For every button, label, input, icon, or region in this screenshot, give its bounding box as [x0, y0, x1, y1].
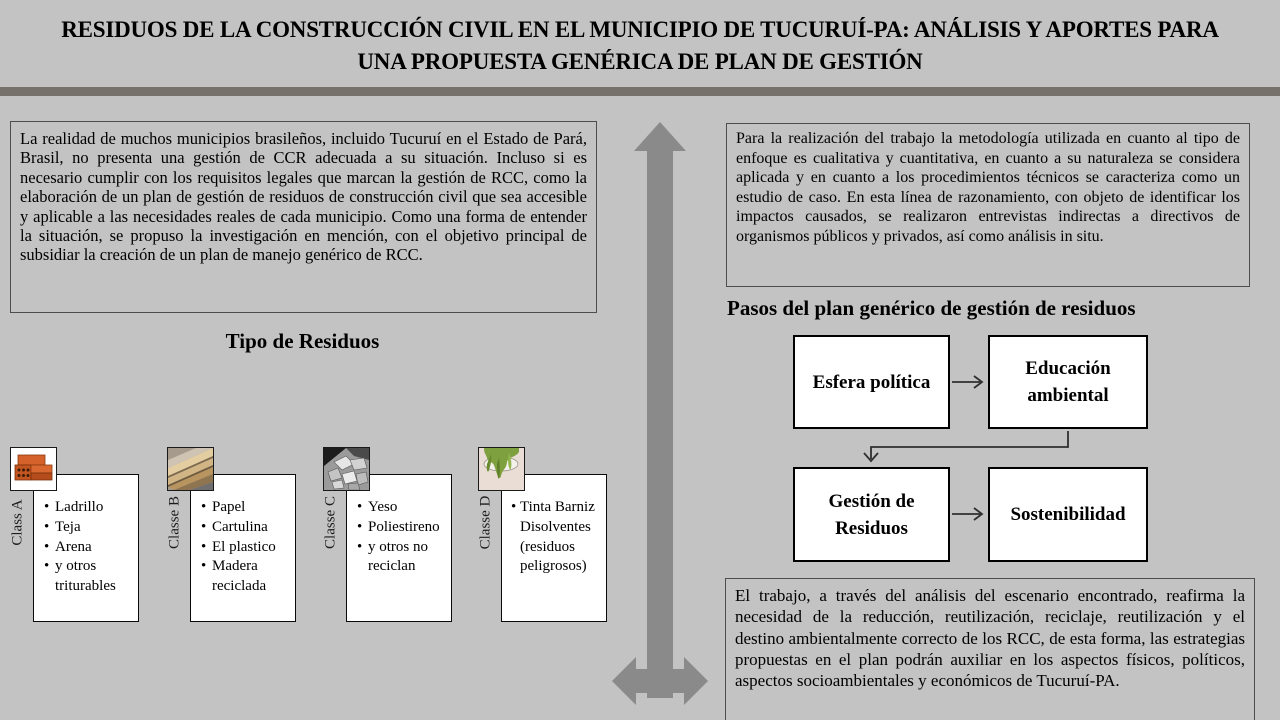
flow-elbow-connector	[871, 431, 1068, 459]
list-item: • Papel	[199, 498, 291, 518]
residues-heading: Tipo de Residuos	[225, 329, 380, 353]
list-item: • Cartulina	[199, 518, 291, 538]
residue-class-b	[167, 447, 302, 627]
rubble-photo-icon	[323, 447, 370, 491]
flow-box-sostenibilidad: Sostenibilidad	[988, 467, 1148, 562]
list-item: • Arena	[42, 538, 134, 558]
list-item: • El plastico	[199, 538, 291, 558]
list-item: • Ladrillo	[42, 498, 134, 518]
title-block	[0, 0, 1280, 78]
list-item: • Tinta Barniz Disolventes (residuos peligrosos)	[510, 498, 602, 577]
conclusion-paragraph: El trabajo, a través del análisis del escenario encontrado, reafirma la necesidad de la reducción, reutilización, reciclaje, reutilización y el destino ambientalmente correcto de los RCC, de esta forma, las estrategias propuestas en el plan podrán auxiliar en los aspectos físicos, políticos, aspectos socioambientales y económicos de Tucuruí-PA.	[725, 578, 1255, 720]
class-b-label: Classe B	[166, 496, 183, 549]
class-c-label: Classe C	[322, 496, 339, 549]
flow-box-educacion-ambiental: Educación ambiental	[988, 335, 1148, 429]
class-b-box	[190, 474, 296, 622]
methodology-paragraph: Para la realización del trabajo la metodología utilizada en cuanto al tipo de enfoque es cualitativa y cuantitativa, en cuanto a su naturaleza se considera aplicada y en cuanto a los procedimientos técnicos se caracteriza como un estudio de caso. En esta línea de razonamiento, con objeto de identificar los impactos causados, se realizaron entrevistas indirectas a directivos de organismos públicos y privados, así como análisis in situ.	[726, 123, 1250, 287]
residue-class-a	[10, 447, 145, 627]
flow-box-gestion-de-residuos: Gestión de Residuos	[793, 467, 950, 562]
intro-paragraph: La realidad de muchos municipios brasileños, incluido Tucuruí en el Estado de Pará, Brasil, no presenta una gestión de CCR adecuada a su situación. Incluso si es necesario cumplir con los requisitos legales que marcan la gestión de RCC, como la elaboración de un plan de gestión de residuos de construcción civil que sea accesible y aplicable a las necesidades reales de cada municipio. Como una forma de entender la situación, se propuso la investigación en mención, con el objetivo principal de subsidiar la creación de un plan de manejo genérico de RCC.	[10, 121, 597, 313]
class-d-box	[501, 474, 607, 622]
list-item: • y otros no reciclan	[355, 538, 447, 578]
class-a-box	[33, 474, 139, 622]
paint-photo-icon	[478, 447, 525, 491]
class-c-box	[346, 474, 452, 622]
poster-title-line-1: RESIDUOS DE LA CONSTRUCCIÓN CIVIL EN EL MUNICIPIO DE TUCURUÍ-PA: ANÁLISIS Y APORTES PARA	[61, 17, 1219, 42]
list-item: • Poliestireno	[355, 518, 447, 538]
bricks-photo-icon	[10, 447, 57, 491]
wood-photo-icon	[167, 447, 214, 491]
list-item: • y otros triturables	[42, 557, 134, 597]
class-d-label: Classe D	[477, 495, 494, 550]
flow-box-esfera-politica: Esfera política	[793, 335, 950, 429]
poster-title-line-2: UNA PROPUESTA GENÉRICA DE PLAN DE GESTIÓN	[357, 49, 923, 74]
title-divider	[0, 87, 1280, 96]
class-a-label: Class A	[9, 499, 26, 546]
steps-heading: Pasos del plan genérico de gestión de residuos	[727, 296, 1136, 320]
residue-class-c	[323, 447, 458, 627]
list-item: • Teja	[42, 518, 134, 538]
steps-flowchart	[780, 330, 1180, 580]
central-double-arrow-icon	[600, 110, 720, 720]
residue-class-d	[478, 447, 613, 627]
list-item: • Yeso	[355, 498, 447, 518]
list-item: • Madera reciclada	[199, 557, 291, 597]
